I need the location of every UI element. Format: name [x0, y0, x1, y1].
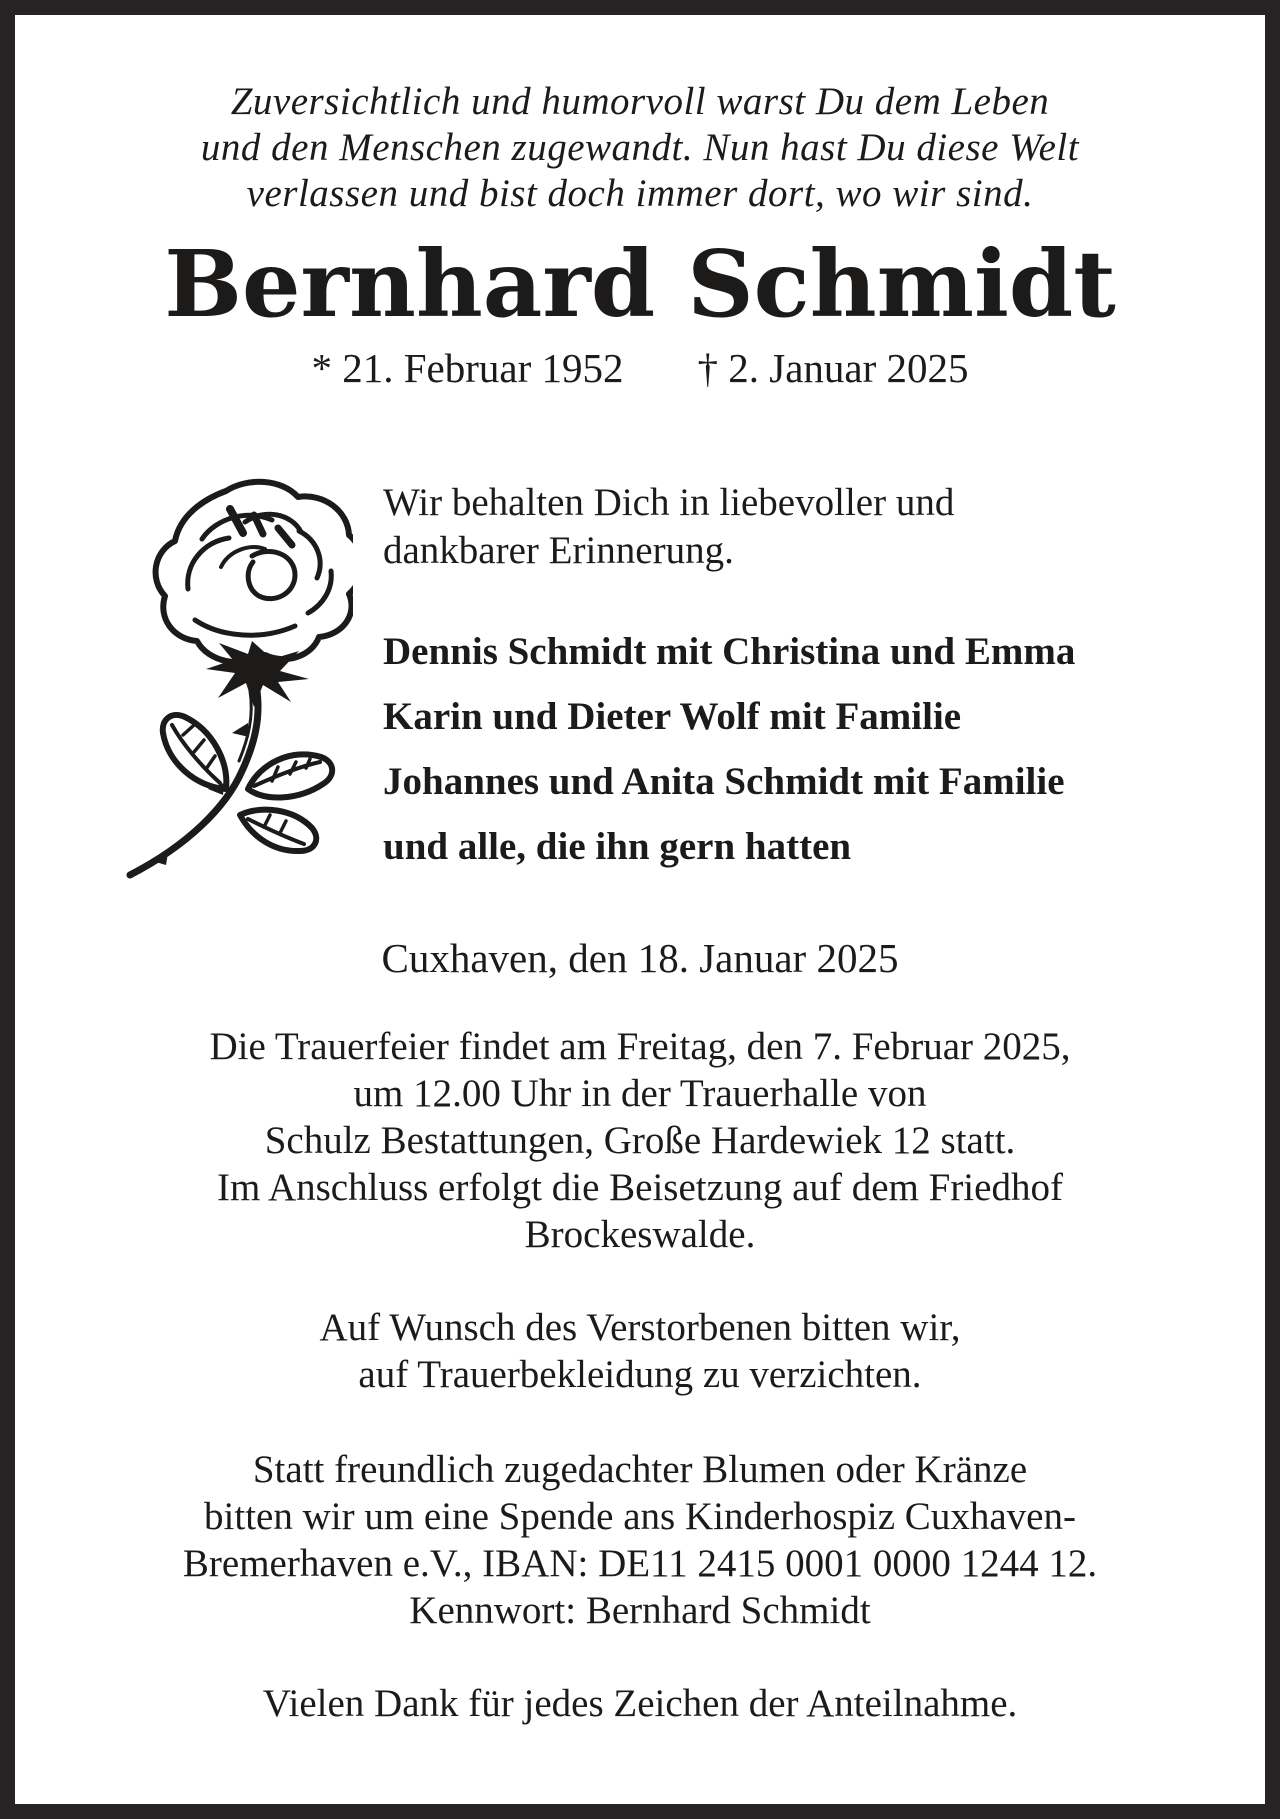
- remembrance-line: dankbarer Erinnerung.: [383, 529, 734, 572]
- funeral-info: [15, 1023, 1265, 1258]
- donation-line: Kennwort: Bernhard Schmidt: [409, 1589, 871, 1632]
- funeral-line: Brockeswalde.: [524, 1213, 756, 1256]
- opening-verse: [15, 79, 1265, 217]
- middle-text-block: [383, 471, 1075, 879]
- place-and-date: Cuxhaven, den 18. Januar 2025: [381, 935, 899, 981]
- birth-date: * 21. Februar 1952: [311, 345, 624, 391]
- verse-line: und den Menschen zugewandt. Nun hast Du diese Welt: [200, 126, 1080, 169]
- funeral-line: Die Trauerfeier findet am Freitag, den 7. Februar 2025,: [209, 1025, 1071, 1068]
- middle-section: [15, 471, 1265, 891]
- donation-line: bitten wir um eine Spende ans Kinderhospiz Cuxhaven-: [204, 1495, 1076, 1538]
- donation-request: [15, 1446, 1265, 1634]
- death-date: † 2. Januar 2025: [697, 345, 969, 391]
- donation-line: Statt freundlich zugedachter Blumen oder Kränze: [252, 1448, 1028, 1491]
- dress-code-line: auf Trauerbekleidung zu verzichten.: [358, 1353, 922, 1396]
- rose-icon: [101, 471, 353, 891]
- mourner-line: Dennis Schmidt mit Christina und Emma: [383, 630, 1076, 673]
- mourner-line: und alle, die ihn gern hatten: [383, 825, 852, 868]
- life-dates: [15, 343, 1265, 393]
- deceased-name: Bernhard Schmidt: [164, 230, 1116, 338]
- verse-line: verlassen und bist doch immer dort, wo wir sind.: [246, 172, 1034, 215]
- funeral-line: Im Anschluss erfolgt die Beisetzung auf dem Friedhof: [217, 1166, 1063, 1209]
- dress-code-line: Auf Wunsch des Verstorbenen bitten wir,: [319, 1306, 961, 1349]
- funeral-line: Schulz Bestattungen, Große Hardewiek 12 statt.: [264, 1119, 1016, 1162]
- mourner-line: Johannes und Anita Schmidt mit Familie: [383, 760, 1065, 803]
- remembrance-text: [383, 479, 1075, 575]
- mourner-line: Karin und Dieter Wolf mit Familie: [383, 695, 962, 738]
- dress-code-request: [15, 1304, 1265, 1398]
- funeral-line: um 12.00 Uhr in der Trauerhalle von: [353, 1072, 927, 1115]
- verse-line: Zuversichtlich und humorvoll warst Du dem Leben: [230, 80, 1050, 123]
- rose-illustration: [101, 471, 353, 891]
- thanks-line: Vielen Dank für jedes Zeichen der Anteilnahme.: [262, 1682, 1018, 1725]
- remembrance-line: Wir behalten Dich in liebevoller und: [383, 481, 955, 524]
- mourners-list: [383, 619, 1075, 879]
- donation-line: Bremerhaven e.V., IBAN: DE11 2415 0001 0000 1244 12.: [182, 1542, 1098, 1585]
